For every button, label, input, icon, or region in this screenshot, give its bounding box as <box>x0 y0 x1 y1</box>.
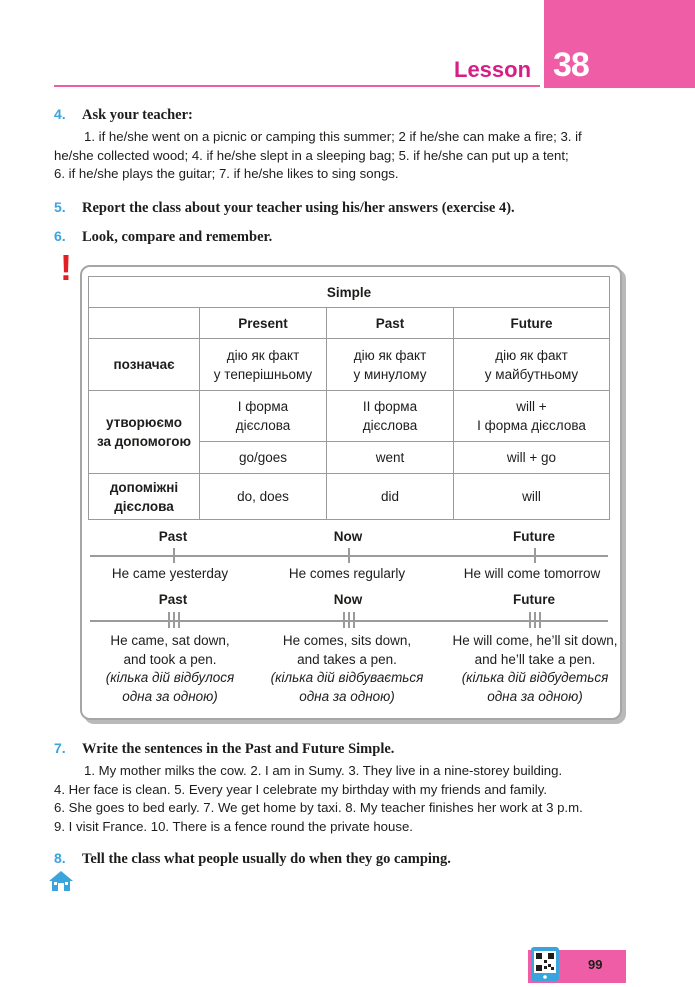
timeline1-tick-future <box>534 548 536 563</box>
ex4-text <box>54 128 627 184</box>
cell-past-example: went <box>327 442 454 474</box>
ex7-number: 7. <box>54 740 66 756</box>
timeline2-tick-past-2 <box>173 612 175 628</box>
timeline2-now-label: Now <box>333 592 363 607</box>
lesson-word: Lesson <box>454 57 532 82</box>
cell-present-aux: do, does <box>200 474 327 520</box>
header-future: Future <box>454 308 610 339</box>
page-number: 99 <box>588 957 603 972</box>
timeline1-past-label: Past <box>158 529 188 544</box>
row-label-formed: утворюємо за допомогою <box>89 391 200 474</box>
timeline2-tick-now-2 <box>348 612 350 628</box>
timeline2-tick-now-1 <box>343 612 345 628</box>
cell-future-example: will + go <box>454 442 610 474</box>
cell-future-means: дію як факт у майбутньому <box>454 339 610 391</box>
cell-present-example: go/goes <box>200 442 327 474</box>
timeline2-tick-future-2 <box>534 612 536 628</box>
timeline2-example-now: He comes, sits down, and takes a pen. (кілька дій відбувається одна за одною) <box>270 633 424 704</box>
row-label-auxiliary: допоміжні дієслова <box>89 474 200 520</box>
ex6-title: Look, compare and remember. <box>82 229 273 245</box>
ex4-line-2: he/she collected wood; 4. if he/she slept in a sleeping bag; 5. if he/she can put up a tent; <box>54 147 569 163</box>
ex7-line-4: 9. I visit France. 10. There is a fence round the private house. <box>54 818 413 834</box>
timeline1-now-label: Now <box>333 529 363 544</box>
exclamation-icon: ! <box>60 247 72 288</box>
ex7-title: Write the sentences in the Past and Future Simple. <box>82 741 395 757</box>
header-rule <box>54 85 540 87</box>
ex8-title: Tell the class what people usually do when they go camping. <box>82 851 451 867</box>
lesson-number: 38 <box>553 46 589 84</box>
grammar-table <box>88 276 610 520</box>
timeline2-tick-future-1 <box>529 612 531 628</box>
ex5-title: Report the class about your teacher using his/her answers (exercise 4). <box>82 200 515 216</box>
timeline1-future-label: Future <box>513 529 555 544</box>
ex5-number: 5. <box>54 199 66 215</box>
ex7-line-3: 6. She goes to bed early. 7. We get home by taxi. 8. My teacher finishes her work at 3 p.m. <box>54 800 583 815</box>
timeline2-past-label: Past <box>158 592 188 607</box>
timeline1-tick-past <box>173 548 175 563</box>
cell-future-form: will + І форма дієслова <box>454 391 610 442</box>
ex7-text <box>54 762 627 836</box>
timeline2-tick-future-3 <box>539 612 541 628</box>
cell-past-form: ІІ форма дієслова <box>327 391 454 442</box>
timeline1-example-past: He came yesterday <box>111 566 229 581</box>
timeline2-future-label: Future <box>513 592 555 607</box>
cell-future-aux: will <box>454 474 610 520</box>
table-caption: Simple <box>89 277 610 308</box>
timeline2-example-future: He will come, he’ll sit down, and he’ll take a pen. (кілька дій відбудеться одна за одною) <box>452 633 618 704</box>
cell-past-aux: did <box>327 474 454 520</box>
timeline2-tick-past-3 <box>178 612 180 628</box>
timeline1-tick-now <box>348 548 350 563</box>
cell-present-means: дію як факт у теперішньому <box>200 339 327 391</box>
timeline1-example-future: He will come tomorrow <box>463 566 601 581</box>
row-label-means: позначає <box>89 339 200 391</box>
cell-present-form: І форма дієслова <box>200 391 327 442</box>
ex6-number: 6. <box>54 228 66 244</box>
ex7-line-2: 4. Her face is clean. 5. Every year I celebrate my birthday with my friends and family. <box>54 781 548 797</box>
timeline1-example-now: He comes regularly <box>288 566 406 581</box>
header-past: Past <box>327 308 454 339</box>
home-icon <box>48 870 74 897</box>
ex8-number: 8. <box>54 850 66 866</box>
timeline2-example-past: He came, sat down, and took a pen. (кілька дій відбулося одна за одною) <box>105 633 235 704</box>
ex4-line-1: 1. if he/she went on a picnic or camping this summer; 2 if he/she can make a fire; 3. if <box>84 129 582 144</box>
qr-code-icon <box>530 946 560 987</box>
cell-past-means: дію як факт у минулому <box>327 339 454 391</box>
timeline2-tick-now-3 <box>353 612 355 628</box>
ex4-title: Ask your teacher: <box>82 107 193 123</box>
table-corner <box>89 308 200 339</box>
timeline2-tick-past-1 <box>168 612 170 628</box>
ex4-line-3: 6. if he/she plays the guitar; 7. if he/she likes to sing songs. <box>54 166 399 181</box>
ex4-number: 4. <box>54 106 66 122</box>
ex7-line-1: 1. My mother milks the cow. 2. I am in Sumy. 3. They live in a nine-storey building. <box>84 763 563 778</box>
header-present: Present <box>200 308 327 339</box>
